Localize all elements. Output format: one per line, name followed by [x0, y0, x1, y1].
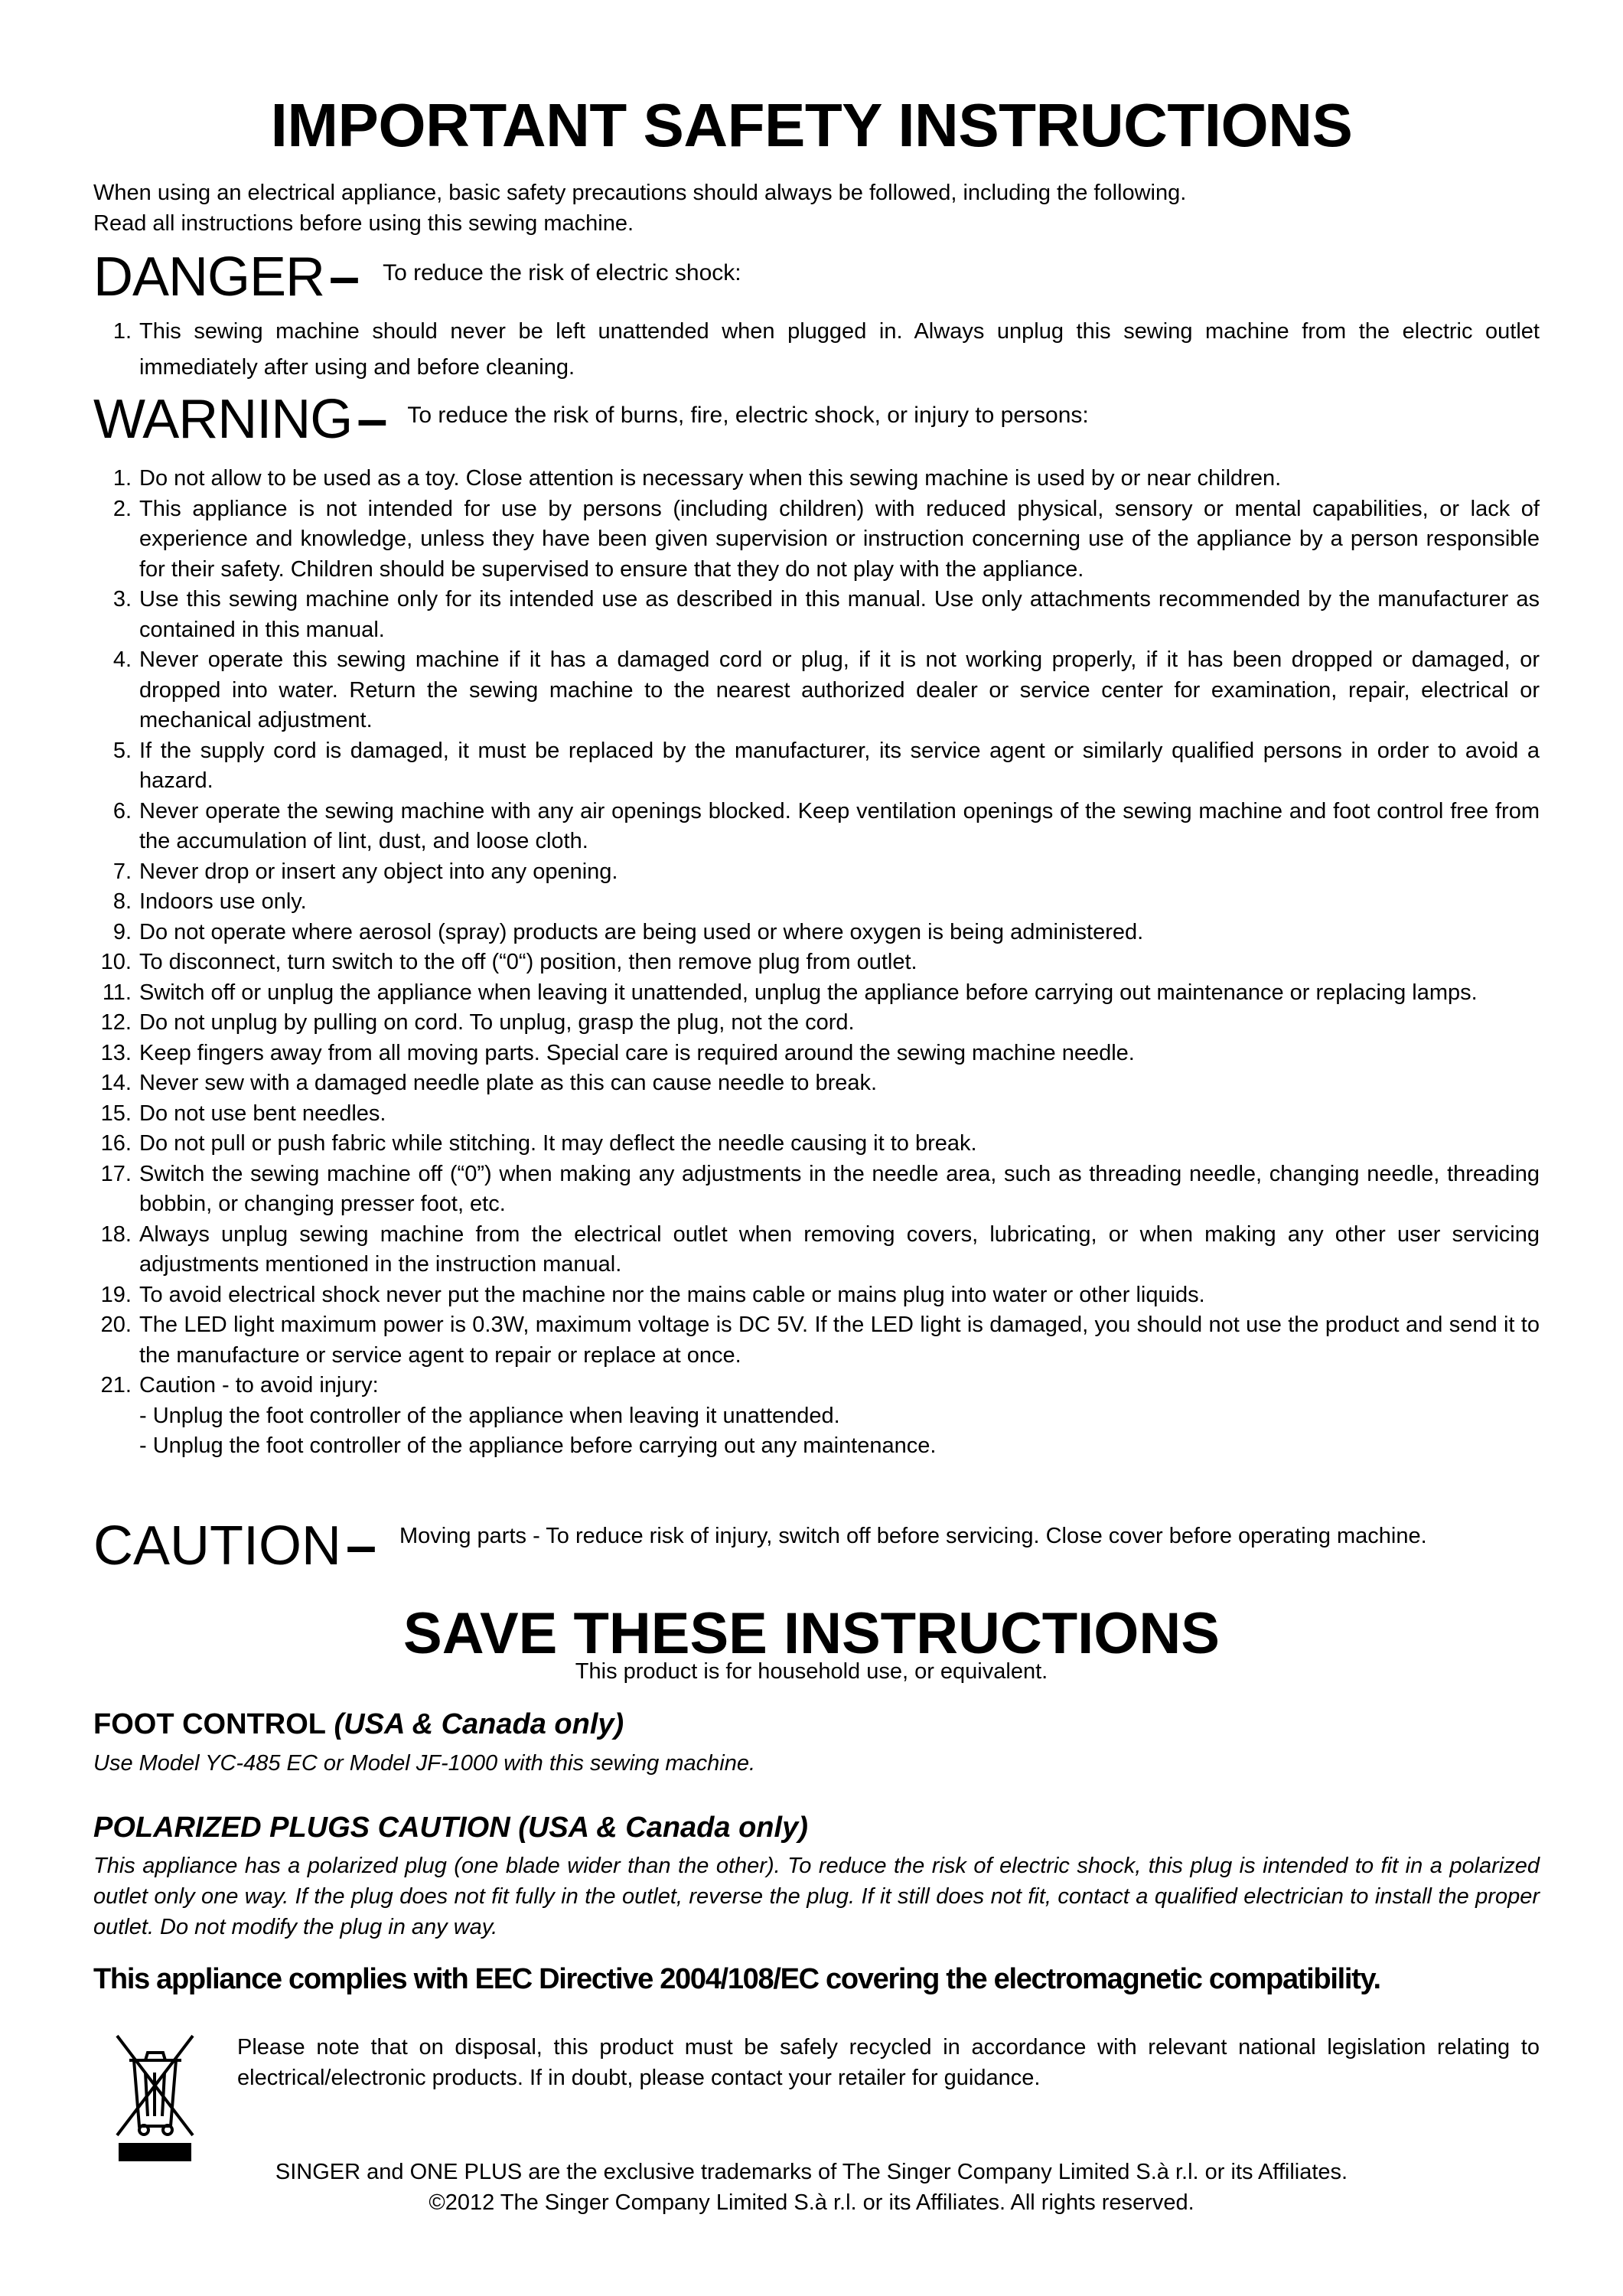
warning-heading	[93, 389, 1089, 454]
disposal-text: Please note that on disposal, this product must be safely recycled in accordance with relevant national legislation relating to electrical/electronic products. If in doubt, please contact your retailer for guidance.	[237, 2035, 1540, 2090]
warning-list	[93, 464, 1540, 1462]
foot-control-heading-note: (USA & Canada only)	[334, 1708, 624, 1740]
item-number: 20.	[100, 1313, 132, 1337]
list-item	[93, 1068, 1540, 1099]
item-number: 17.	[100, 1161, 132, 1186]
item-number: 3.	[112, 587, 132, 612]
eec-statement: This appliance complies with EEC Directive 2004/108/EC covering the electromagnetic compatibility.	[93, 1963, 1380, 1995]
item-text: This sewing machine should never be left unattended when plugged in. Always unplug this sewing machine from the electric outlet immediately after using and before cleaning.	[139, 319, 1540, 380]
list-item	[93, 1310, 1540, 1371]
list-item	[93, 797, 1540, 857]
caution-text: Moving parts - To reduce risk of injury, switch off before servicing. Close cover before operating machine.	[399, 1524, 1427, 1548]
save-instructions-title: SAVE THESE INSTRUCTIONS	[403, 1601, 1220, 1666]
intro-text	[93, 178, 1547, 239]
list-item	[93, 1159, 1540, 1220]
danger-dash: –	[329, 246, 360, 308]
list-item	[93, 314, 1540, 386]
warning-label: WARNING	[93, 389, 353, 450]
caution-heading	[93, 1514, 376, 1578]
trademark-notice	[0, 2157, 1623, 2218]
item-text: Never operate the sewing machine with any air openings blocked. Keep ventilation openings of the sewing machine and foot control free from the accumulation of lint, dust, and loose cloth.	[139, 798, 1540, 853]
danger-heading	[93, 246, 741, 311]
caution-label: CAUTION	[93, 1515, 341, 1577]
list-item	[93, 978, 1540, 1009]
household-note: This product is for household use, or equivalent.	[575, 1659, 1048, 1684]
item-text: Do not pull or push fabric while stitching. It may deflect the needle causing it to break.	[139, 1131, 977, 1156]
item-text: Do not unplug by pulling on cord. To unplug, grasp the plug, not the cord.	[139, 1010, 855, 1035]
item-text: Switch off or unplug the appliance when leaving it unattended, unplug the appliance before carrying out maintenance or replacing lamps.	[139, 980, 1478, 1005]
foot-control-heading	[93, 1708, 624, 1741]
list-item	[93, 947, 1540, 978]
item-text: Keep fingers away from all moving parts. Special care is required around the sewing machine needle.	[139, 1040, 1135, 1065]
list-item	[93, 1371, 1540, 1462]
item-number: 8.	[112, 889, 132, 914]
item-text: Never drop or insert any object into any opening.	[139, 859, 618, 884]
item-text: Always unplug sewing machine from the electrical outlet when removing covers, lubricating, or when making any other user servicing adjustments mentioned in the instruction manual.	[139, 1221, 1540, 1277]
item-text: Use this sewing machine only for its intended use as described in this manual. Use only attachments recommended by the manufacturer as contained in this manual.	[139, 587, 1540, 642]
trademark-line-1: SINGER and ONE PLUS are the exclusive trademarks of The Singer Company Limited S.à r.l. or its Affiliates.	[275, 2160, 1348, 2184]
item-text: Switch the sewing machine off (“0”) when making any adjustments in the needle area, such as threading needle, changing needle, threading bobbin, or changing presser foot, etc.	[139, 1161, 1540, 1216]
foot-control-text: Use Model YC-485 EC or Model JF-1000 with this sewing machine.	[93, 1751, 756, 1776]
polarized-plugs-heading: POLARIZED PLUGS CAUTION (USA & Canada only)	[93, 1812, 808, 1844]
warning-subtitle: To reduce the risk of burns, fire, electric shock, or injury to persons:	[407, 402, 1089, 428]
list-item	[93, 645, 1540, 736]
item-number: 1.	[112, 319, 132, 344]
item-number: 5.	[112, 738, 132, 763]
danger-list	[93, 314, 1540, 386]
item-sub-line: - Unplug the foot controller of the appliance before carrying out any maintenance.	[139, 1433, 937, 1458]
item-number: 21.	[100, 1373, 132, 1397]
list-item	[93, 464, 1540, 494]
caution-dash: –	[346, 1515, 377, 1577]
list-item	[93, 1039, 1540, 1069]
item-number: 11.	[102, 980, 132, 1005]
item-number: 14.	[100, 1071, 132, 1095]
item-text: If the supply cord is damaged, it must be replaced by the manufacturer, its service agent or similarly qualified persons in order to avoid a hazard.	[139, 738, 1540, 793]
item-number: 2.	[112, 496, 132, 521]
item-text: This appliance is not intended for use by persons (including children) with reduced physical, sensory or mental capabilities, or lack of experience and knowledge, unless they have been given supervision or instruction concerning use of the appliance by a person responsible for their safety. Children should be supervised to ensure that they do not play with the appliance.	[139, 496, 1540, 582]
item-text: Do not operate where aerosol (spray) products are being used or where oxygen is being administered.	[139, 919, 1144, 944]
item-text: Never operate this sewing machine if it has a damaged cord or plug, if it is not working properly, if it has been dropped or damaged, or dropped into water. Return the sewing machine to the nearest authorized dealer or service center for examination, repair, electrical or mechanical adjustment.	[139, 647, 1540, 732]
item-text: To disconnect, turn switch to the off (“0“) position, then remove plug from outlet.	[139, 950, 917, 974]
danger-label: DANGER	[93, 246, 325, 308]
item-number: 13.	[100, 1040, 132, 1065]
list-item	[93, 494, 1540, 585]
list-item	[93, 1220, 1540, 1280]
item-number: 19.	[100, 1282, 132, 1307]
item-text: The LED light maximum power is 0.3W, maximum voltage is DC 5V. If the LED light is damaged, you should not use the product and send it to the manufacture or service agent to repair or replace at once.	[139, 1313, 1540, 1368]
item-number: 4.	[112, 647, 132, 672]
item-number: 15.	[100, 1101, 132, 1126]
warning-dash: –	[357, 389, 388, 450]
item-text: Do not allow to be used as a toy. Close attention is necessary when this sewing machine is used by or near children.	[139, 466, 1282, 491]
intro-line-1: When using an electrical appliance, basic safety precautions should always be followed, including the following.	[93, 181, 1187, 205]
list-item	[93, 1129, 1540, 1159]
page-title: IMPORTANT SAFETY INSTRUCTIONS	[270, 91, 1353, 159]
crossed-out-wheelie-bin-icon	[111, 2028, 199, 2143]
item-number: 18.	[100, 1221, 132, 1247]
foot-control-heading-text: FOOT CONTROL	[93, 1708, 326, 1740]
list-item	[93, 585, 1540, 645]
item-text: Do not use bent needles.	[139, 1101, 386, 1126]
item-number: 12.	[100, 1010, 132, 1035]
polarized-plugs-text: This appliance has a polarized plug (one blade wider than the other). To reduce the risk of electric shock, this plug is intended to fit in a polarized outlet only one way. If the plug does not fit fully in the outlet, reverse the plug. If it still does not fit, contact a qualified electrician to install the proper outlet. Do not modify the plug in any way.	[93, 1854, 1540, 1939]
item-text: Never sew with a damaged needle plate as this can cause needle to break.	[139, 1071, 878, 1095]
list-item	[93, 857, 1540, 888]
danger-subtitle: To reduce the risk of electric shock:	[383, 259, 741, 285]
list-item	[93, 1280, 1540, 1311]
item-number: 16.	[100, 1131, 132, 1156]
list-item	[93, 1099, 1540, 1130]
intro-line-2: Read all instructions before using this sewing machine.	[93, 211, 634, 236]
copyright-line: ©2012 The Singer Company Limited S.à r.l. or its Affiliates. All rights reserved.	[429, 2190, 1194, 2215]
list-item	[93, 736, 1540, 797]
item-sub-line: - Unplug the foot controller of the appliance when leaving it unattended.	[139, 1403, 840, 1428]
list-item	[93, 1008, 1540, 1039]
item-text: To avoid electrical shock never put the machine nor the mains cable or mains plug into water or other liquids.	[139, 1282, 1205, 1307]
item-number: 10.	[100, 950, 132, 974]
item-number: 6.	[112, 798, 132, 823]
item-text: Indoors use only.	[139, 889, 307, 914]
list-item	[93, 887, 1540, 918]
item-number: 7.	[112, 859, 132, 884]
item-text: Caution - to avoid injury:	[139, 1373, 379, 1397]
item-number: 9.	[112, 919, 132, 944]
item-number: 1.	[112, 466, 132, 491]
list-item	[93, 918, 1540, 948]
